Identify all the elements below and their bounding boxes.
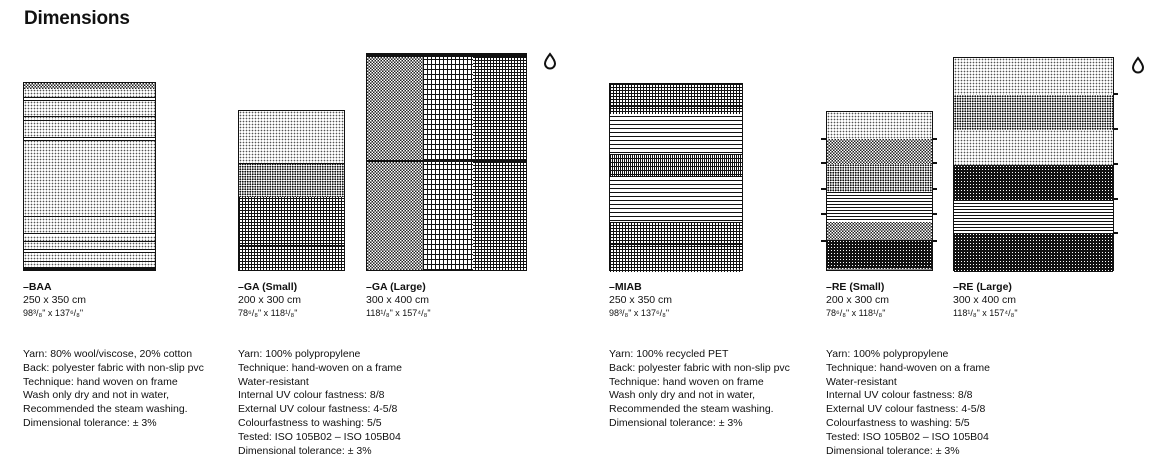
spec-line: Dimensional tolerance: ± 3% — [826, 444, 960, 457]
spec-line: Technique: hand woven on frame — [609, 375, 764, 388]
spec-line: Yarn: 100% recycled PET — [609, 348, 729, 360]
rug-image-miab — [609, 83, 743, 271]
product-name: –GA (Small) — [238, 281, 298, 293]
spec-line: Tested: ISO 105B02 – ISO 105B04 — [826, 430, 989, 443]
spec-line: Technique: hand-woven on a frame — [238, 361, 403, 374]
spec-line: Colourfastness to washing: 5/5 — [238, 416, 382, 429]
product-caption-miab — [609, 281, 672, 320]
product-size-cm: 250 x 350 cm — [609, 294, 673, 306]
product-size-cm: 300 x 400 cm — [953, 294, 1017, 306]
spec-line: Colourfastness to washing: 5/5 — [826, 416, 970, 429]
spec-line: Dimensional tolerance: ± 3% — [23, 416, 157, 429]
spec-list-baa — [23, 348, 204, 431]
spec-line: Recommended the steam washing. — [609, 403, 774, 416]
spec-line: Water-resistant — [826, 375, 897, 388]
spec-line: Yarn: 100% polypropylene — [826, 348, 949, 360]
spec-line: Dimensional tolerance: ± 3% — [609, 416, 743, 429]
product-size-cm: 200 x 300 cm — [238, 294, 302, 306]
product-size-in: 98³/₈" x 137⁶/₈" — [609, 308, 670, 318]
spec-line: Back: polyester fabric with non-slip pvc — [23, 361, 204, 374]
spec-line: Technique: hand woven on frame — [23, 375, 178, 388]
spec-list-ga — [238, 348, 402, 458]
water-drop-icon — [1131, 56, 1145, 74]
product-caption-ga-small — [238, 281, 301, 320]
product-size-in: 118¹/₈" x 157⁴/₈" — [366, 308, 431, 318]
spec-line: Internal UV colour fastness: 8/8 — [238, 389, 385, 402]
spec-line: Recommended the steam washing. — [23, 403, 188, 416]
page-title: Dimensions — [24, 8, 130, 29]
product-name: –MIAB — [609, 281, 642, 293]
spec-line: Technique: hand-woven on a frame — [826, 361, 991, 374]
product-size-in: 118¹/₈" x 157⁴/₈" — [953, 308, 1018, 318]
product-caption-re-small — [826, 281, 889, 320]
product-size-in: 98³/₈" x 137⁶/₈" — [23, 308, 84, 318]
product-caption-re-large — [953, 281, 1018, 320]
spec-line: Water-resistant — [238, 375, 309, 388]
spec-line: Yarn: 100% polypropylene — [238, 348, 361, 360]
spec-line: External UV colour fastness: 4-5/8 — [238, 403, 398, 416]
product-size-in: 78⁶/₈" x 118¹/₈" — [826, 308, 886, 318]
spec-line: Tested: ISO 105B02 – ISO 105B04 — [238, 430, 401, 443]
spec-line: Internal UV colour fastness: 8/8 — [826, 389, 973, 402]
product-size-cm: 300 x 400 cm — [366, 294, 430, 306]
spec-line: Dimensional tolerance: ± 3% — [238, 444, 372, 457]
spec-list-re — [826, 348, 990, 458]
spec-list-miab — [609, 348, 790, 431]
product-size-cm: 200 x 300 cm — [826, 294, 890, 306]
spec-line: Wash only dry and not in water, — [609, 389, 756, 402]
rug-image-re-small — [826, 111, 933, 271]
rug-image-baa — [23, 82, 156, 271]
product-size-in: 78⁶/₈" x 118¹/₈" — [238, 308, 298, 318]
product-caption-ga-large — [366, 281, 431, 320]
spec-line: Wash only dry and not in water, — [23, 389, 170, 402]
product-size-cm: 250 x 350 cm — [23, 294, 87, 306]
spec-line: Yarn: 80% wool/viscose, 20% cotton — [23, 348, 193, 360]
spec-line: External UV colour fastness: 4-5/8 — [826, 403, 986, 416]
product-name: –GA (Large) — [366, 281, 426, 293]
product-name: –RE (Large) — [953, 281, 1012, 293]
product-name: –BAA — [23, 281, 52, 293]
water-drop-icon — [543, 52, 557, 70]
product-name: –RE (Small) — [826, 281, 885, 293]
product-caption-baa — [23, 281, 86, 320]
rug-image-re-large — [953, 57, 1114, 271]
rug-image-ga-small — [238, 110, 345, 271]
spec-line: Back: polyester fabric with non-slip pvc — [609, 361, 790, 374]
rug-image-ga-large — [366, 53, 527, 271]
